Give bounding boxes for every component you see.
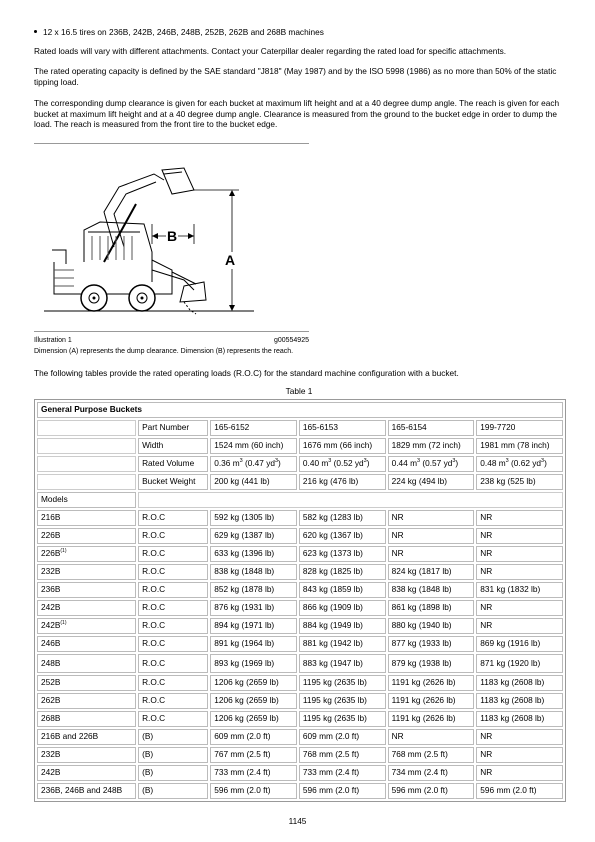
table-row bbox=[37, 582, 563, 598]
table-cell-blank bbox=[37, 438, 136, 454]
value-cell: 1191 kg (2626 lb) bbox=[388, 711, 475, 727]
value-type-cell: R.O.C bbox=[138, 546, 208, 562]
skid-steer-illustration bbox=[44, 152, 254, 322]
table-row bbox=[37, 528, 563, 544]
model-cell: 232B bbox=[37, 564, 136, 580]
value-cell: 768 mm (2.5 ft) bbox=[388, 747, 475, 763]
value-cell: NR bbox=[388, 546, 475, 562]
paragraph-capacity: The rated operating capacity is defined by the SAE standard "J818" (May 1987) and by the ISO 5998 (1986) as no more than 50% of the static tipping load. bbox=[34, 66, 557, 87]
value-cell: 879 kg (1938 lb) bbox=[388, 654, 475, 673]
width-label: Width bbox=[138, 438, 208, 454]
footnote-marker: (1) bbox=[60, 548, 67, 555]
part-number-label: Part Number bbox=[138, 420, 208, 436]
rated-volume-cell: 0.40 $m^3$ (0.52 $yd^3$) bbox=[299, 456, 386, 472]
part-number-cell: 165-6152 bbox=[210, 420, 297, 436]
value-type-cell: (B) bbox=[138, 765, 208, 781]
model-cell: 232B bbox=[37, 747, 136, 763]
value-type-cell: R.O.C bbox=[138, 675, 208, 691]
bucket-weight-cell: 238 kg (525 lb) bbox=[476, 474, 563, 490]
value-type-cell: (B) bbox=[138, 783, 208, 799]
value-cell: 623 kg (1373 lb) bbox=[299, 546, 386, 562]
value-type-cell: R.O.C bbox=[138, 528, 208, 544]
value-type-cell: R.O.C bbox=[138, 600, 208, 616]
table-row bbox=[37, 636, 563, 652]
bullet-item bbox=[34, 28, 324, 38]
paragraph-tables-intro: The following tables provide the rated operating loads (R.O.C) for the standard machine configuration with a bucket. bbox=[34, 368, 459, 378]
value-cell: 869 kg (1916 lb) bbox=[476, 636, 563, 652]
value-cell: 596 mm (2.0 ft) bbox=[476, 783, 563, 799]
value-cell: NR bbox=[476, 528, 563, 544]
model-cell: 216B and 226B bbox=[37, 729, 136, 745]
rear-wheel bbox=[81, 285, 107, 311]
paragraph-attachments: Rated loads will vary with different attachments. Contact your Caterpillar dealer regarding the rated load for specific attachments. bbox=[34, 46, 507, 56]
width-cell: 1524 mm (60 inch) bbox=[210, 438, 297, 454]
model-cell: 262B bbox=[37, 693, 136, 709]
bullet-dot bbox=[34, 30, 37, 33]
table-title: Table 1 bbox=[285, 386, 313, 396]
figure-caption bbox=[34, 337, 309, 345]
part-number-cell: 199-7720 bbox=[476, 420, 563, 436]
value-cell: 1191 kg (2626 lb) bbox=[388, 675, 475, 691]
value-cell: 1183 kg (2608 lb) bbox=[476, 711, 563, 727]
value-cell: 1183 kg (2608 lb) bbox=[476, 693, 563, 709]
model-cell: 236B bbox=[37, 582, 136, 598]
value-type-cell: (B) bbox=[138, 747, 208, 763]
table-row bbox=[37, 765, 563, 781]
table-heading-row bbox=[37, 402, 563, 418]
value-type-cell: R.O.C bbox=[138, 582, 208, 598]
illustration-label: Illustration 1 bbox=[34, 337, 72, 344]
value-cell: 1206 kg (2659 lb) bbox=[210, 711, 297, 727]
width-row bbox=[37, 438, 563, 454]
bucket-weight-cell: 200 kg (441 lb) bbox=[210, 474, 297, 490]
value-cell: NR bbox=[476, 618, 563, 634]
bucket-weight-cell: 216 kg (476 lb) bbox=[299, 474, 386, 490]
rated-loads-table bbox=[34, 399, 566, 802]
value-cell: NR bbox=[476, 729, 563, 745]
value-type-cell: R.O.C bbox=[138, 654, 208, 673]
value-cell: 838 kg (1848 lb) bbox=[388, 582, 475, 598]
value-cell: 843 kg (1859 lb) bbox=[299, 582, 386, 598]
value-cell: 852 kg (1878 lb) bbox=[210, 582, 297, 598]
table-row bbox=[37, 546, 563, 562]
models-row bbox=[37, 492, 563, 508]
value-cell: NR bbox=[388, 528, 475, 544]
model-cell: 248B bbox=[37, 654, 136, 673]
illustration-code: g00554925 bbox=[273, 337, 309, 344]
value-cell: NR bbox=[476, 546, 563, 562]
value-cell: 1191 kg (2626 lb) bbox=[388, 693, 475, 709]
value-cell: 831 kg (1832 lb) bbox=[476, 582, 563, 598]
dimension-b-label: B bbox=[167, 228, 178, 244]
skid-steer-drawing bbox=[44, 152, 254, 322]
value-cell: 609 mm (2.0 ft) bbox=[299, 729, 386, 745]
table-cell-blank bbox=[37, 474, 136, 490]
table-row bbox=[37, 600, 563, 616]
model-cell: 236B, 246B and 248B bbox=[37, 783, 136, 799]
value-cell: NR bbox=[388, 510, 475, 526]
value-cell: 824 kg (1817 lb) bbox=[388, 564, 475, 580]
paragraph-clearance: The corresponding dump clearance is given for each bucket at maximum lift height and at a 40 degree dump angle. The reach is given for each bucket at maximum lift height and at a 40 degree dump angle. Clearance is measured from the ground to the bucket edge in order to dump the load. The reach is measured from the front tire to the bucket edge. bbox=[34, 98, 560, 129]
rated-volume-row bbox=[37, 456, 563, 472]
model-cell: 268B bbox=[37, 711, 136, 727]
value-cell: NR bbox=[476, 564, 563, 580]
value-cell: 871 kg (1920 lb) bbox=[476, 654, 563, 673]
figure-description: Dimension (A) represents the dump clearance. Dimension (B) represents the reach. bbox=[34, 348, 294, 355]
value-cell: 620 kg (1367 lb) bbox=[299, 528, 386, 544]
part-number-cell: 165-6153 bbox=[299, 420, 386, 436]
value-cell: 592 kg (1305 lb) bbox=[210, 510, 297, 526]
value-cell: 596 mm (2.0 ft) bbox=[388, 783, 475, 799]
bucket-weight-row bbox=[37, 474, 563, 490]
table-cell-blank bbox=[138, 492, 563, 508]
models-label: Models bbox=[37, 492, 136, 508]
rated-volume-label: Rated Volume bbox=[138, 456, 208, 472]
value-cell: 891 kg (1964 lb) bbox=[210, 636, 297, 652]
value-cell: 881 kg (1942 lb) bbox=[299, 636, 386, 652]
value-cell: NR bbox=[476, 600, 563, 616]
table-row bbox=[37, 654, 563, 673]
table-cell-blank bbox=[37, 420, 136, 436]
model-cell: 242B bbox=[37, 600, 136, 616]
model-cell: 226B$^{(1)}$ bbox=[37, 546, 136, 562]
value-type-cell: R.O.C bbox=[138, 693, 208, 709]
value-type-cell: R.O.C bbox=[138, 564, 208, 580]
part-number-cell: 165-6154 bbox=[388, 420, 475, 436]
value-cell: 733 mm (2.4 ft) bbox=[210, 765, 297, 781]
value-cell: 894 kg (1971 lb) bbox=[210, 618, 297, 634]
value-cell: 609 mm (2.0 ft) bbox=[210, 729, 297, 745]
table-heading: General Purpose Buckets bbox=[37, 402, 563, 418]
table-row bbox=[37, 747, 563, 763]
value-cell: 582 kg (1283 lb) bbox=[299, 510, 386, 526]
width-cell: 1676 mm (66 inch) bbox=[299, 438, 386, 454]
table-row bbox=[37, 783, 563, 799]
figure-top-rule bbox=[34, 143, 309, 144]
rated-volume-cell: 0.36 $m^3$ (0.47 $yd^3$) bbox=[210, 456, 297, 472]
value-cell: 1195 kg (2635 lb) bbox=[299, 693, 386, 709]
value-cell: 877 kg (1933 lb) bbox=[388, 636, 475, 652]
value-cell: 884 kg (1949 lb) bbox=[299, 618, 386, 634]
table-row bbox=[37, 711, 563, 727]
value-type-cell: (B) bbox=[138, 729, 208, 745]
value-cell: 596 mm (2.0 ft) bbox=[299, 783, 386, 799]
value-cell: 768 mm (2.5 ft) bbox=[299, 747, 386, 763]
dimension-a-label: A bbox=[225, 252, 236, 268]
table-row bbox=[37, 693, 563, 709]
bucket-weight-label: Bucket Weight bbox=[138, 474, 208, 490]
model-cell: 246B bbox=[37, 636, 136, 652]
model-cell: 226B bbox=[37, 528, 136, 544]
width-cell: 1829 mm (72 inch) bbox=[388, 438, 475, 454]
value-cell: 866 kg (1909 lb) bbox=[299, 600, 386, 616]
page-number: 1145 bbox=[288, 816, 307, 826]
table-row bbox=[37, 564, 563, 580]
value-cell: NR bbox=[476, 510, 563, 526]
value-cell: 1195 kg (2635 lb) bbox=[299, 675, 386, 691]
value-cell: 733 mm (2.4 ft) bbox=[299, 765, 386, 781]
value-cell: 880 kg (1940 lb) bbox=[388, 618, 475, 634]
value-cell: 629 kg (1387 lb) bbox=[210, 528, 297, 544]
value-cell: 596 mm (2.0 ft) bbox=[210, 783, 297, 799]
rated-volume-cell: 0.44 $m^3$ (0.57 $yd^3$) bbox=[388, 456, 475, 472]
value-cell: 838 kg (1848 lb) bbox=[210, 564, 297, 580]
value-cell: 893 kg (1969 lb) bbox=[210, 654, 297, 673]
table-cell-blank bbox=[37, 456, 136, 472]
value-type-cell: R.O.C bbox=[138, 711, 208, 727]
bullet-text: 12 x 16.5 tires on 236B, 242B, 246B, 248B, 252B, 262B and 268B machines bbox=[43, 27, 324, 37]
value-type-cell: R.O.C bbox=[138, 510, 208, 526]
model-rows bbox=[37, 510, 563, 799]
footnote-marker: (1) bbox=[60, 620, 67, 627]
value-cell: 1195 kg (2635 lb) bbox=[299, 711, 386, 727]
model-cell: 242B$^{(1)}$ bbox=[37, 618, 136, 634]
value-cell: 828 kg (1825 lb) bbox=[299, 564, 386, 580]
front-wheel bbox=[129, 285, 155, 311]
model-cell: 216B bbox=[37, 510, 136, 526]
table-row bbox=[37, 729, 563, 745]
table-row bbox=[37, 675, 563, 691]
table-row bbox=[37, 510, 563, 526]
value-cell: NR bbox=[476, 747, 563, 763]
bucket-weight-cell: 224 kg (494 lb) bbox=[388, 474, 475, 490]
model-cell: 242B bbox=[37, 765, 136, 781]
table-row bbox=[37, 618, 563, 634]
value-cell: 861 kg (1898 lb) bbox=[388, 600, 475, 616]
value-cell: 1206 kg (2659 lb) bbox=[210, 693, 297, 709]
value-cell: NR bbox=[388, 729, 475, 745]
part-number-row bbox=[37, 420, 563, 436]
value-type-cell: R.O.C bbox=[138, 618, 208, 634]
rated-volume-cell: 0.48 $m^3$ (0.62 $yd^3$) bbox=[476, 456, 563, 472]
value-cell: 876 kg (1931 lb) bbox=[210, 600, 297, 616]
value-cell: 1206 kg (2659 lb) bbox=[210, 675, 297, 691]
value-type-cell: R.O.C bbox=[138, 636, 208, 652]
value-cell: 883 kg (1947 lb) bbox=[299, 654, 386, 673]
value-cell: NR bbox=[476, 765, 563, 781]
model-cell: 252B bbox=[37, 675, 136, 691]
value-cell: 1183 kg (2608 lb) bbox=[476, 675, 563, 691]
width-cell: 1981 mm (78 inch) bbox=[476, 438, 563, 454]
figure-bottom-rule bbox=[34, 331, 309, 332]
value-cell: 633 kg (1396 lb) bbox=[210, 546, 297, 562]
value-cell: 767 mm (2.5 ft) bbox=[210, 747, 297, 763]
value-cell: 734 mm (2.4 ft) bbox=[388, 765, 475, 781]
